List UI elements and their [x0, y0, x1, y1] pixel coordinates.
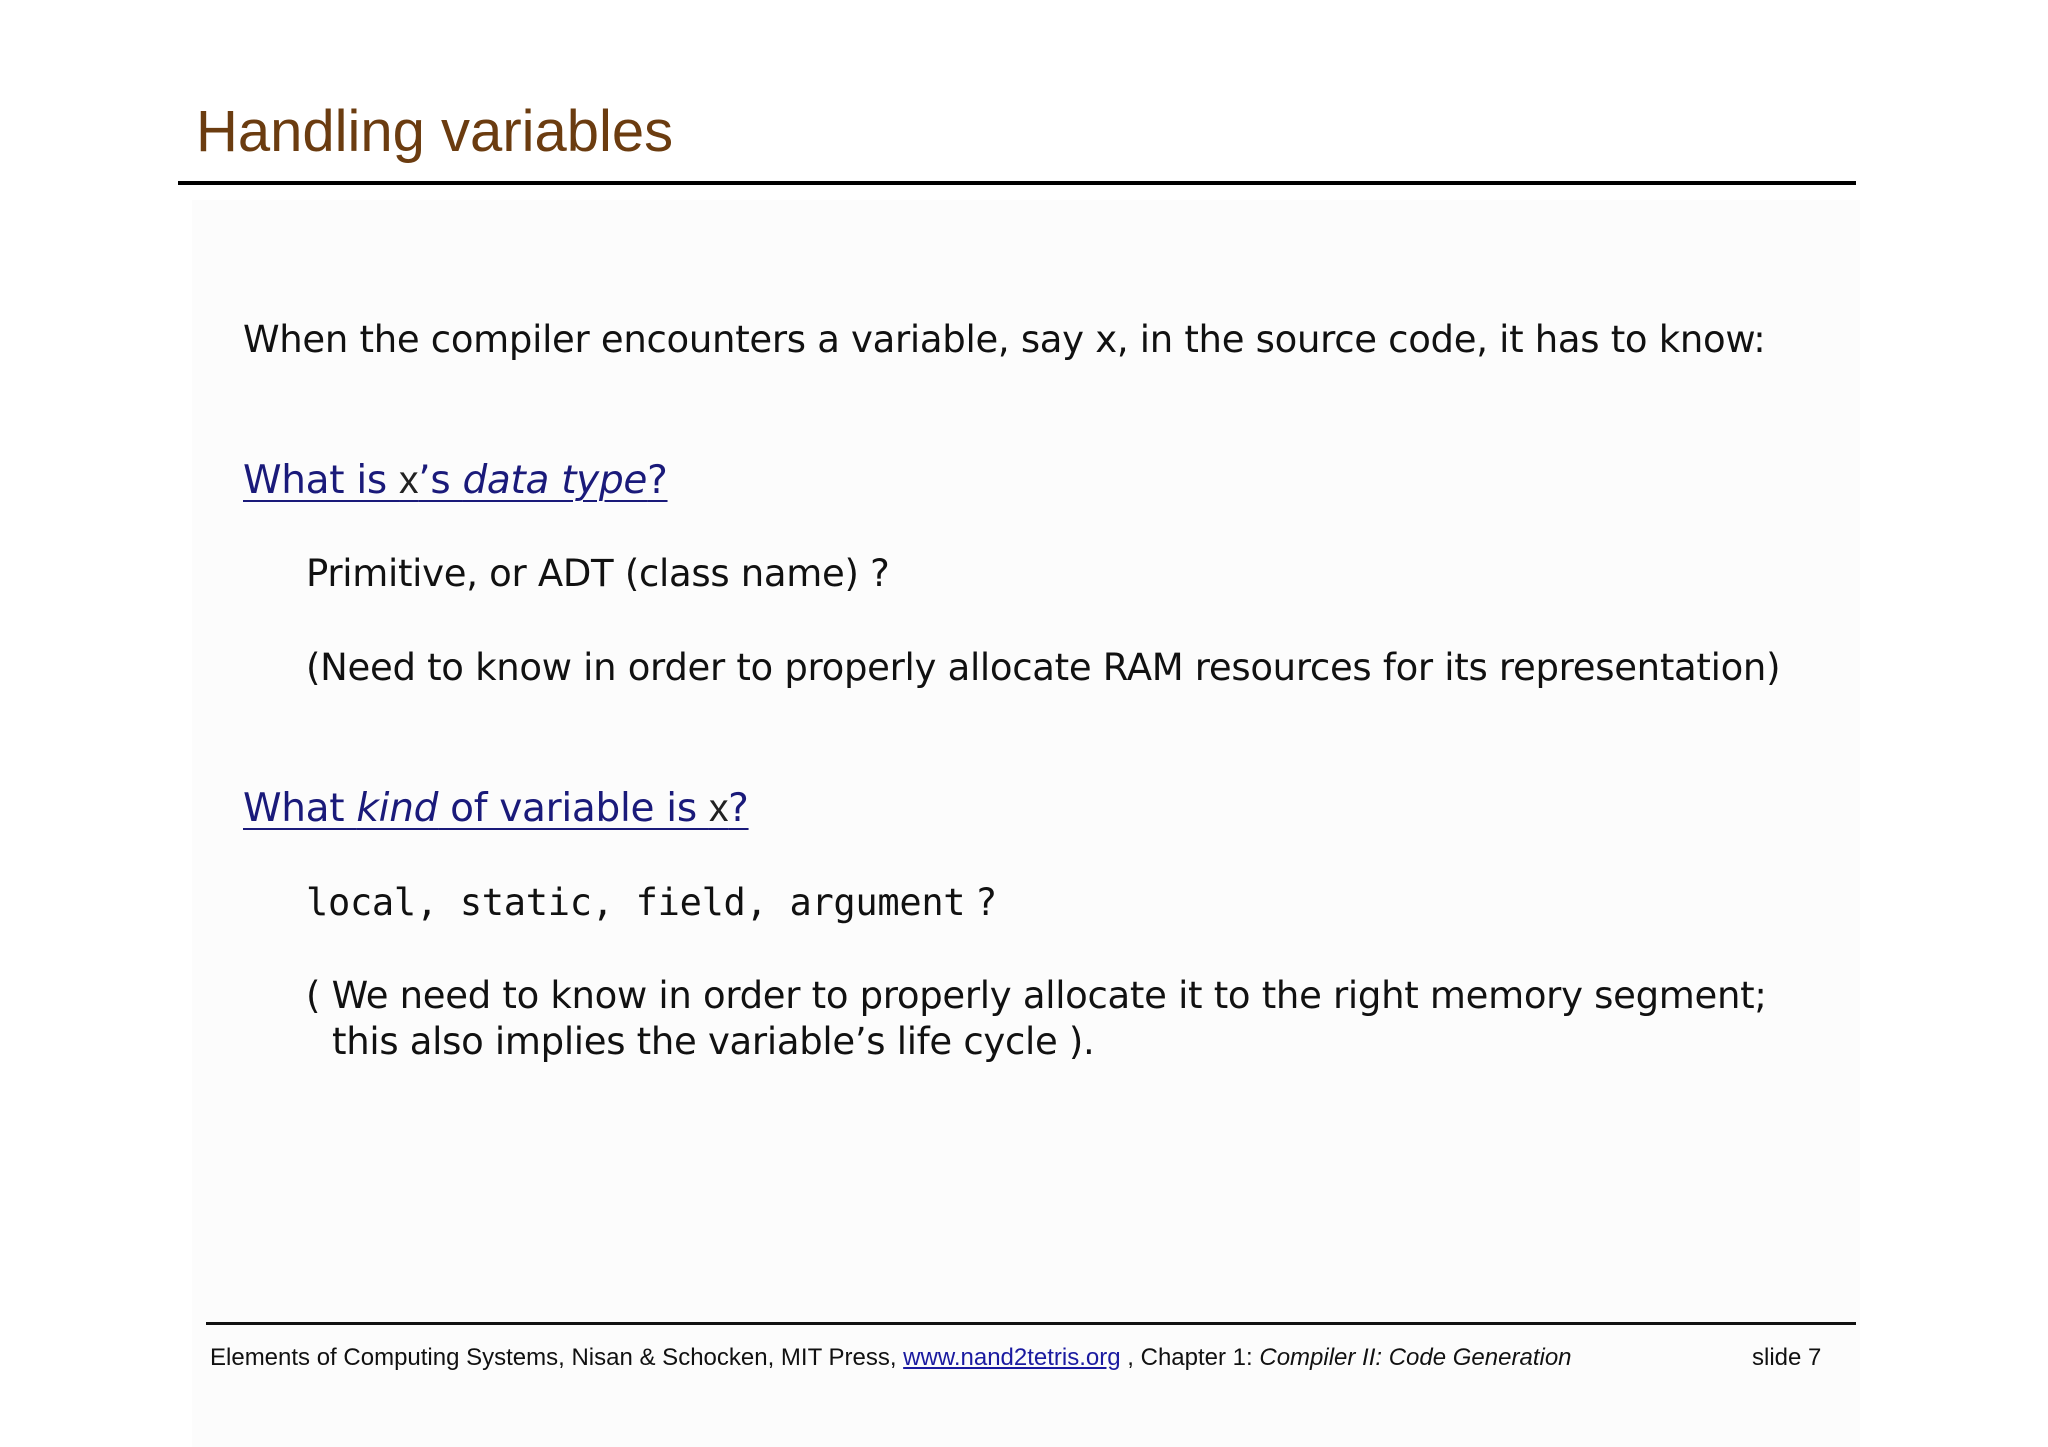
kind-explanation-line1: ( We need to know in order to properly allocate it to the right memory segment;: [306, 974, 1767, 1017]
title-divider: [178, 181, 1856, 185]
intro-text: When the compiler encounters a variable, say x, in the source code, it has to know:: [243, 318, 1766, 361]
data-type-options: Primitive, or ADT (class name) ?: [306, 552, 890, 595]
question-data-type: What is x’s data type?: [243, 458, 668, 503]
question-variable-kind: What kind of variable is x?: [243, 786, 749, 831]
footer-citation: Elements of Computing Systems, Nisan & Schocken, MIT Press, www.nand2tetris.org , Chapter 1: Compiler II: Code Generation: [210, 1344, 1572, 1371]
variable-kinds: local, static, field, argument ?: [306, 881, 997, 924]
kind-explanation-line2: this also implies the variable’s life cycle ).: [332, 1020, 1095, 1063]
slide-title: Handling variables: [196, 99, 674, 164]
nand2tetris-link[interactable]: www.nand2tetris.org: [903, 1344, 1121, 1371]
slide-number: slide 7: [1752, 1344, 1822, 1371]
footer-divider: [206, 1322, 1856, 1325]
data-type-explanation: (Need to know in order to properly allocate RAM resources for its representation): [306, 646, 1781, 689]
